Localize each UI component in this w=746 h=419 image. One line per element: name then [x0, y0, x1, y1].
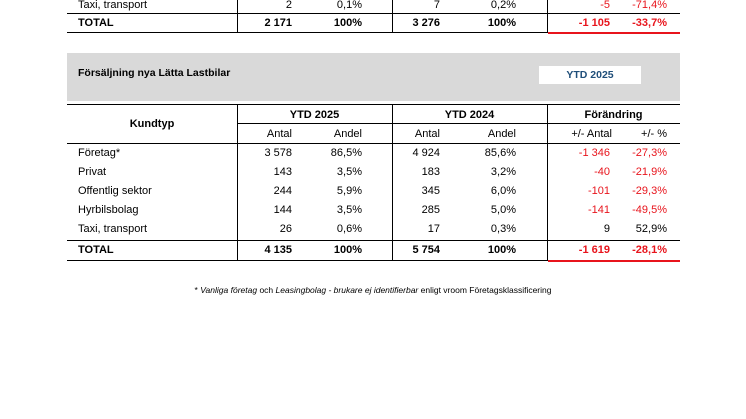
total-label: TOTAL [78, 244, 114, 256]
andel-2024-cell: 5,0% [490, 204, 516, 216]
section-title: Försäljning nya Lätta Lastbilar [78, 67, 231, 79]
total-andel-2024: 100% [487, 244, 516, 256]
total-row [0, 241, 746, 260]
footnote-och: och [259, 285, 274, 295]
antal-2025-cell: 143 [273, 166, 292, 178]
header-forandring: Förändring [584, 109, 643, 121]
kundtyp-cell: Privat [78, 166, 107, 178]
subheader-andel-2024: Andel [487, 128, 516, 140]
kundtyp-cell: Offentlig sektor [78, 185, 152, 197]
andel-2025-cell: 0,1% [336, 0, 362, 11]
andel-2024-cell: 0,2% [490, 0, 516, 11]
antal-2025-cell: 244 [273, 185, 292, 197]
divider [67, 104, 680, 105]
subheader-diff-pct: +/- % [641, 128, 667, 140]
header-kundtyp: Kundtyp [129, 118, 175, 130]
antal-2024-cell: 17 [427, 223, 440, 235]
diff-pct-cell: -27,3% [632, 147, 667, 159]
antal-2024-cell: 345 [421, 185, 440, 197]
diff-pct-cell: -49,5% [632, 204, 667, 216]
total-antal-2025: 4 135 [264, 244, 292, 256]
diff-antal-cell: -5 [600, 0, 610, 11]
total-diff-antal: -1 105 [578, 17, 610, 29]
andel-2025-cell: 86,5% [330, 147, 362, 159]
antal-2024-cell: 285 [421, 204, 440, 216]
kundtyp-cell: Taxi, transport [78, 0, 148, 11]
ytd-period-box: YTD 2025 [539, 66, 641, 84]
diff-pct-cell: -21,9% [632, 166, 667, 178]
kundtyp-cell: Hyrbilsbolag [78, 204, 139, 216]
footnote-rest: enligt vroom Företagsklassificering [420, 285, 552, 295]
table-row [0, 163, 746, 182]
subheader-antal-2025: Antal [266, 128, 292, 140]
total-andel-2024: 100% [487, 17, 516, 29]
footnote [0, 285, 746, 295]
kundtyp-cell: Företag* [78, 147, 121, 159]
footnote-leasing: Leasingbolag - brukare ej identifierbar [275, 285, 419, 295]
total-diff-pct: -33,7% [632, 17, 667, 29]
footnote-star: * [194, 285, 198, 295]
subheader-diff-antal: +/- Antal [571, 128, 612, 140]
red-underline [548, 32, 680, 34]
total-diff-pct: -28,1% [632, 244, 667, 256]
diff-antal-cell: -141 [587, 204, 610, 216]
footnote-vanliga: Vanliga företag [200, 285, 258, 295]
antal-2025-cell: 3 578 [264, 147, 292, 159]
andel-2024-cell: 3,2% [490, 166, 516, 178]
header-ytd-2024: YTD 2024 [444, 109, 495, 121]
diff-pct-cell: -71,4% [632, 0, 667, 11]
antal-2024-cell: 183 [421, 166, 440, 178]
andel-2024-cell: 6,0% [490, 185, 516, 197]
total-andel-2025: 100% [333, 17, 362, 29]
andel-2025-cell: 0,6% [336, 223, 362, 235]
andel-2025-cell: 5,9% [336, 185, 362, 197]
header-ytd-2025: YTD 2025 [289, 109, 340, 121]
total-diff-antal: -1 619 [578, 244, 610, 256]
table-row [0, 182, 746, 201]
diff-pct-cell: 52,9% [635, 223, 667, 235]
antal-2025-cell: 2 [285, 0, 292, 11]
diff-pct-cell: -29,3% [632, 185, 667, 197]
antal-2024-cell: 7 [433, 0, 440, 11]
kundtyp-cell: Taxi, transport [78, 223, 148, 235]
diff-antal-cell: -40 [594, 166, 610, 178]
diff-antal-cell: 9 [603, 223, 610, 235]
antal-2024-cell: 4 924 [412, 147, 440, 159]
total-antal-2024: 3 276 [412, 17, 440, 29]
total-antal-2025: 2 171 [264, 17, 292, 29]
total-antal-2024: 5 754 [412, 244, 440, 256]
table-row [0, 201, 746, 220]
andel-2025-cell: 3,5% [336, 204, 362, 216]
andel-2024-cell: 85,6% [484, 147, 516, 159]
red-underline [548, 260, 680, 262]
total-andel-2025: 100% [333, 244, 362, 256]
antal-2025-cell: 26 [279, 223, 292, 235]
diff-antal-cell: -1 346 [578, 147, 610, 159]
total-label: TOTAL [78, 17, 114, 29]
subheader-antal-2024: Antal [414, 128, 440, 140]
table-row [0, 220, 746, 239]
prev-table-total-row [0, 14, 746, 33]
andel-2024-cell: 0,3% [490, 223, 516, 235]
andel-2025-cell: 3,5% [336, 166, 362, 178]
divider [237, 123, 680, 124]
antal-2025-cell: 144 [273, 204, 292, 216]
table-row [0, 144, 746, 163]
diff-antal-cell: -101 [587, 185, 610, 197]
subheader-andel-2025: Andel [333, 128, 362, 140]
